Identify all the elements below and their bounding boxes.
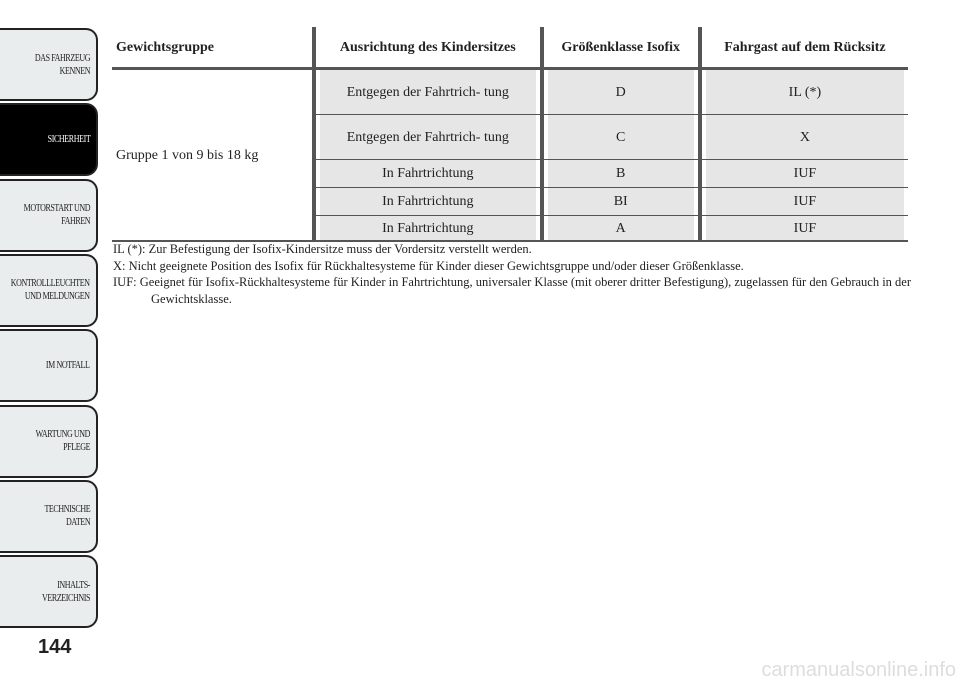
header-rear-seat: Fahrgast auf dem Rücksitz — [698, 27, 908, 70]
chapter-tab-label: MOTORSTART UND FAHREN — [23, 203, 90, 228]
orientation-cell: Entgegen der Fahrtrich- tung — [312, 115, 540, 160]
rear-seat-cell: IUF — [698, 188, 908, 216]
orientation-cell: In Fahrtrichtung — [312, 216, 540, 242]
orientation-cell: In Fahrtrichtung — [312, 160, 540, 188]
footnotes — [113, 241, 913, 307]
chapter-tab-label: KONTROLLLEUCHTEN UND MELDUNGEN — [11, 278, 90, 303]
chapter-tab[interactable] — [0, 28, 98, 101]
orientation-cell: In Fahrtrichtung — [312, 188, 540, 216]
chapter-tab-label: TECHNISCHE DATEN — [44, 504, 90, 529]
chapter-tab[interactable] — [0, 254, 98, 327]
header-weight-group: Gewichtsgruppe — [112, 27, 312, 70]
header-orientation: Ausrichtung des Kindersitzes — [312, 27, 540, 70]
chapter-tab[interactable] — [0, 480, 98, 553]
note-il: IL (*): Zur Befestigung der Isofix-Kindersitze muss der Vordersitz verstellt werden. — [113, 242, 532, 256]
chapter-tab-label: DAS FAHRZEUG KENNEN — [34, 52, 90, 77]
size-cell: B — [540, 160, 698, 188]
rear-seat-cell: IUF — [698, 160, 908, 188]
size-cell: A — [540, 216, 698, 242]
rear-seat-cell: IL (*) — [698, 70, 908, 115]
rear-seat-cell: X — [698, 115, 908, 160]
chapter-tab-label: INHALTS- VERZEICHNIS — [41, 579, 90, 604]
header-size-class: Größenklasse Isofix — [540, 27, 698, 70]
chapter-tab[interactable] — [0, 179, 98, 252]
page-number: 144 — [38, 636, 72, 658]
chapter-tab[interactable] — [0, 555, 98, 628]
chapter-tab[interactable] — [0, 405, 98, 478]
note-iuf: IUF: Geeignet für Isofix-Rückhaltesysteme für Kinder in Fahrtrichtung, universaler Klasse (mit oberer dritter Befestigung), zugelassen für den Gebrauch in der Gewichtsklasse. — [113, 275, 912, 306]
rear-seat-cell: IUF — [698, 216, 908, 242]
isofix-table — [112, 27, 908, 242]
size-cell: C — [540, 115, 698, 160]
watermark: carmanualsonline.info — [761, 659, 956, 681]
note-x: X: Nicht geeignete Position des Isofix für Rückhaltesysteme für Kinder dieser Gewichtsgruppe und/oder dieser Größenklasse. — [113, 258, 744, 273]
chapter-tab[interactable] — [0, 329, 98, 402]
chapter-tab-label: SICHERHEIT — [47, 134, 90, 146]
orientation-cell: Entgegen der Fahrtrich- tung — [312, 70, 540, 115]
size-cell: BI — [540, 188, 698, 216]
chapter-tab-label: WARTUNG UND PFLEGE — [35, 429, 90, 453]
group-cell: Gruppe 1 von 9 bis 18 kg — [112, 70, 312, 242]
table-row — [112, 70, 908, 115]
chapter-tab-label: IM NOTFALL — [46, 360, 90, 372]
size-cell: D — [540, 70, 698, 115]
chapter-tab[interactable] — [0, 103, 98, 176]
